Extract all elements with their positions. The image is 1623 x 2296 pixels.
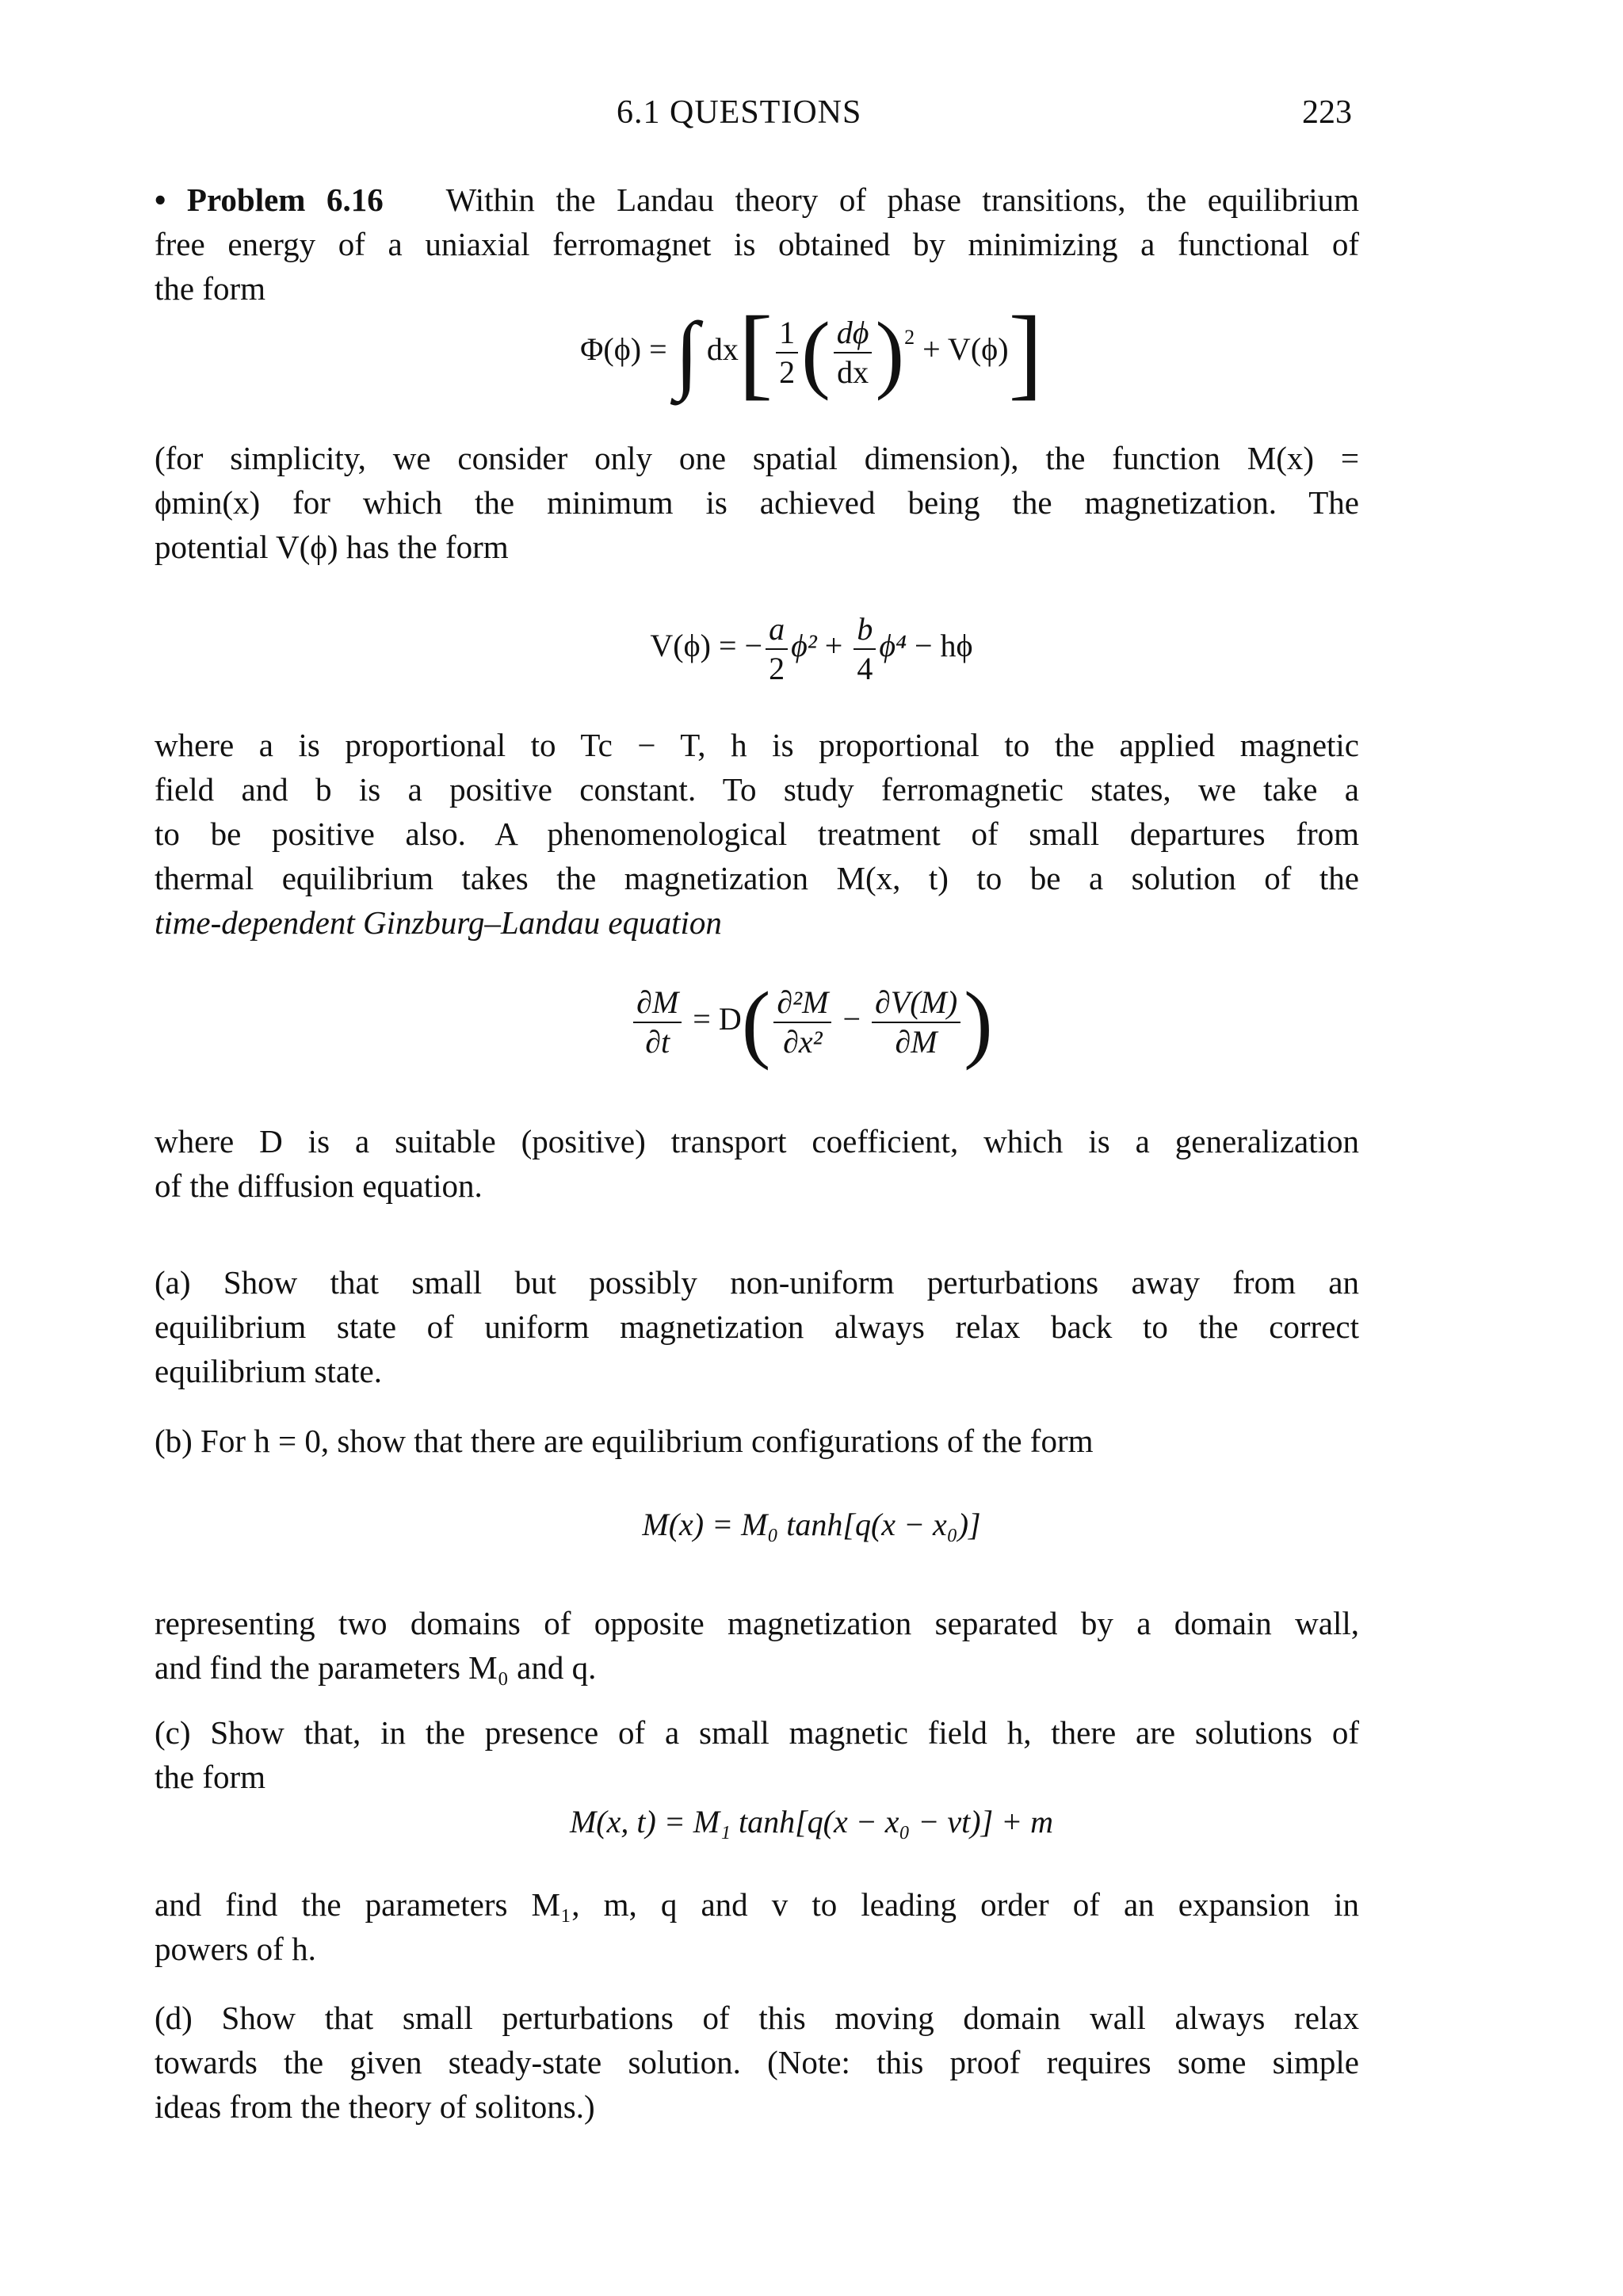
eq2-a-over-2: $\frac{a}{2}$ bbox=[766, 610, 788, 688]
part-c bbox=[155, 1710, 1359, 1799]
problem-intro-line-2: free energy of a uniaxial ferromagnet is obtained by minimizing a functional of bbox=[155, 226, 1359, 262]
page-number: 223 bbox=[1302, 94, 1352, 131]
equation-free-energy-functional bbox=[0, 296, 1623, 410]
part-c-line-3: and find the parameters M₁, m, q and v to leading order of an expansion in bbox=[155, 1886, 1359, 1923]
para3-line-4: thermal equilibrium takes the magnetization M(x, t) to be a solution of the bbox=[155, 860, 1359, 896]
part-b-line-3: and find the parameters M₀ and q. bbox=[155, 1649, 597, 1686]
eq1-half: $\frac{1}{2}$ bbox=[776, 314, 798, 392]
eq2-tail: − hϕ bbox=[914, 628, 973, 664]
right-paren: ) bbox=[875, 304, 905, 401]
eq3-minus: − bbox=[842, 1001, 861, 1037]
part-b-continued bbox=[155, 1601, 1359, 1690]
part-d-line-2: towards the given steady-state solution. (Note: this proof requires some simple bbox=[155, 2044, 1359, 2080]
paragraph-ginzburg-landau bbox=[155, 723, 1359, 945]
running-title: 6.1 QUESTIONS bbox=[617, 94, 862, 131]
part-c-line-1: (c) Show that, in the presence of a small magnetic field h, there are solutions of bbox=[155, 1714, 1359, 1751]
part-b-line-2: representing two domains of opposite magnetization separated by a domain wall, bbox=[155, 1605, 1359, 1641]
eq2-plus: + bbox=[824, 628, 843, 664]
left-paren: ( bbox=[801, 304, 831, 401]
eq2-b-over-4: $\frac{b}{4}$ bbox=[854, 610, 876, 688]
eq1-lhs: Φ(ϕ) = bbox=[580, 331, 667, 368]
equation-domain-wall: M(x) = M₀ tanh[q(x − x₀)] bbox=[642, 1507, 981, 1542]
para4-line-2: of the diffusion equation. bbox=[155, 1167, 483, 1204]
paragraph-transport-coefficient bbox=[155, 1119, 1359, 1208]
eq1-tail: + V(ϕ) bbox=[922, 331, 1009, 368]
integral-sign: ∫ bbox=[674, 304, 699, 401]
part-d-line-3: ideas from the theory of solitons.) bbox=[155, 2088, 595, 2125]
page-header bbox=[0, 94, 1623, 141]
eq2-lhs: V(ϕ) = − bbox=[650, 628, 763, 664]
para3-line-3: to be positive also. A phenomenological treatment of small departures from bbox=[155, 816, 1359, 852]
eq3-right-paren: ) bbox=[964, 974, 993, 1071]
bullet: • bbox=[155, 181, 166, 218]
part-b bbox=[155, 1419, 1359, 1463]
problem-title: Problem 6.16 bbox=[186, 181, 384, 218]
para2-line-3: potential V(ϕ) has the form bbox=[155, 529, 509, 565]
para3-line-2: field and b is a positive constant. To study ferromagnetic states, we take a bbox=[155, 771, 1359, 808]
paragraph-magnetization bbox=[155, 436, 1359, 569]
equation-moving-wall: M(x, t) = M₁ tanh[q(x − x₀ − vt)] + m bbox=[569, 1804, 1054, 1839]
para3-line-5: time-dependent Ginzburg–Landau equation bbox=[155, 904, 722, 941]
part-b-line-1: (b) For h = 0, show that there are equilibrium configurations of the form bbox=[155, 1423, 1094, 1459]
eq3-dM-dt: $\frac{\partial M}{\partial t}$ bbox=[633, 984, 682, 1061]
equation-time-dependent bbox=[0, 974, 1623, 1071]
eq3-potential-derivative: $\frac{\partial V(M)}{\partial M}$ bbox=[872, 984, 960, 1061]
para2-line-1: (for simplicity, we consider only one spatial dimension), the function M(x) = bbox=[155, 440, 1359, 476]
part-a-line-2: equilibrium state of uniform magnetization always relax back to the correct bbox=[155, 1308, 1359, 1345]
part-c-line-2: the form bbox=[155, 1759, 266, 1795]
part-d bbox=[155, 1996, 1359, 2129]
equation-potential bbox=[0, 610, 1623, 688]
part-d-line-1: (d) Show that small perturbations of this moving domain wall always relax bbox=[155, 2000, 1359, 2036]
eq1-power: 2 bbox=[904, 326, 915, 350]
problem-intro-line-3: the form bbox=[155, 270, 266, 307]
intro-text-1: Within the Landau theory of phase transitions, the equilibrium bbox=[445, 181, 1359, 218]
eq3-second-derivative: $\frac{\text{∂²M}}{\text{∂x²}}$ bbox=[773, 984, 831, 1061]
eq3-left-paren: ( bbox=[741, 974, 771, 1071]
eq3-equals-D: = D bbox=[693, 1001, 742, 1037]
problem-intro bbox=[155, 178, 1359, 311]
problem-intro-line-1 bbox=[155, 178, 1359, 222]
left-bracket: [ bbox=[738, 296, 773, 410]
right-bracket: ] bbox=[1008, 296, 1043, 410]
para2-line-2: ϕmin(x) for which the minimum is achieved being the magnetization. The bbox=[155, 484, 1359, 521]
eq2-phi4: ϕ⁴ bbox=[879, 628, 907, 664]
eq1-dx: dx bbox=[706, 331, 739, 368]
part-a-line-1: (a) Show that small but possibly non-uniform perturbations away from an bbox=[155, 1264, 1359, 1301]
part-a-line-3: equilibrium state. bbox=[155, 1353, 382, 1389]
eq1-derivative: $\frac{d\phi}{dx}$ bbox=[834, 314, 873, 392]
eq2-phi2: ϕ² bbox=[791, 628, 817, 664]
para3-line-1: where a is proportional to Tc − T, h is proportional to the applied magnetic bbox=[155, 727, 1359, 763]
para4-line-1: where D is a suitable (positive) transport coefficient, which is a generalization bbox=[155, 1123, 1359, 1159]
part-a bbox=[155, 1260, 1359, 1393]
part-c-continued bbox=[155, 1882, 1359, 1971]
part-c-line-4: powers of h. bbox=[155, 1931, 316, 1967]
